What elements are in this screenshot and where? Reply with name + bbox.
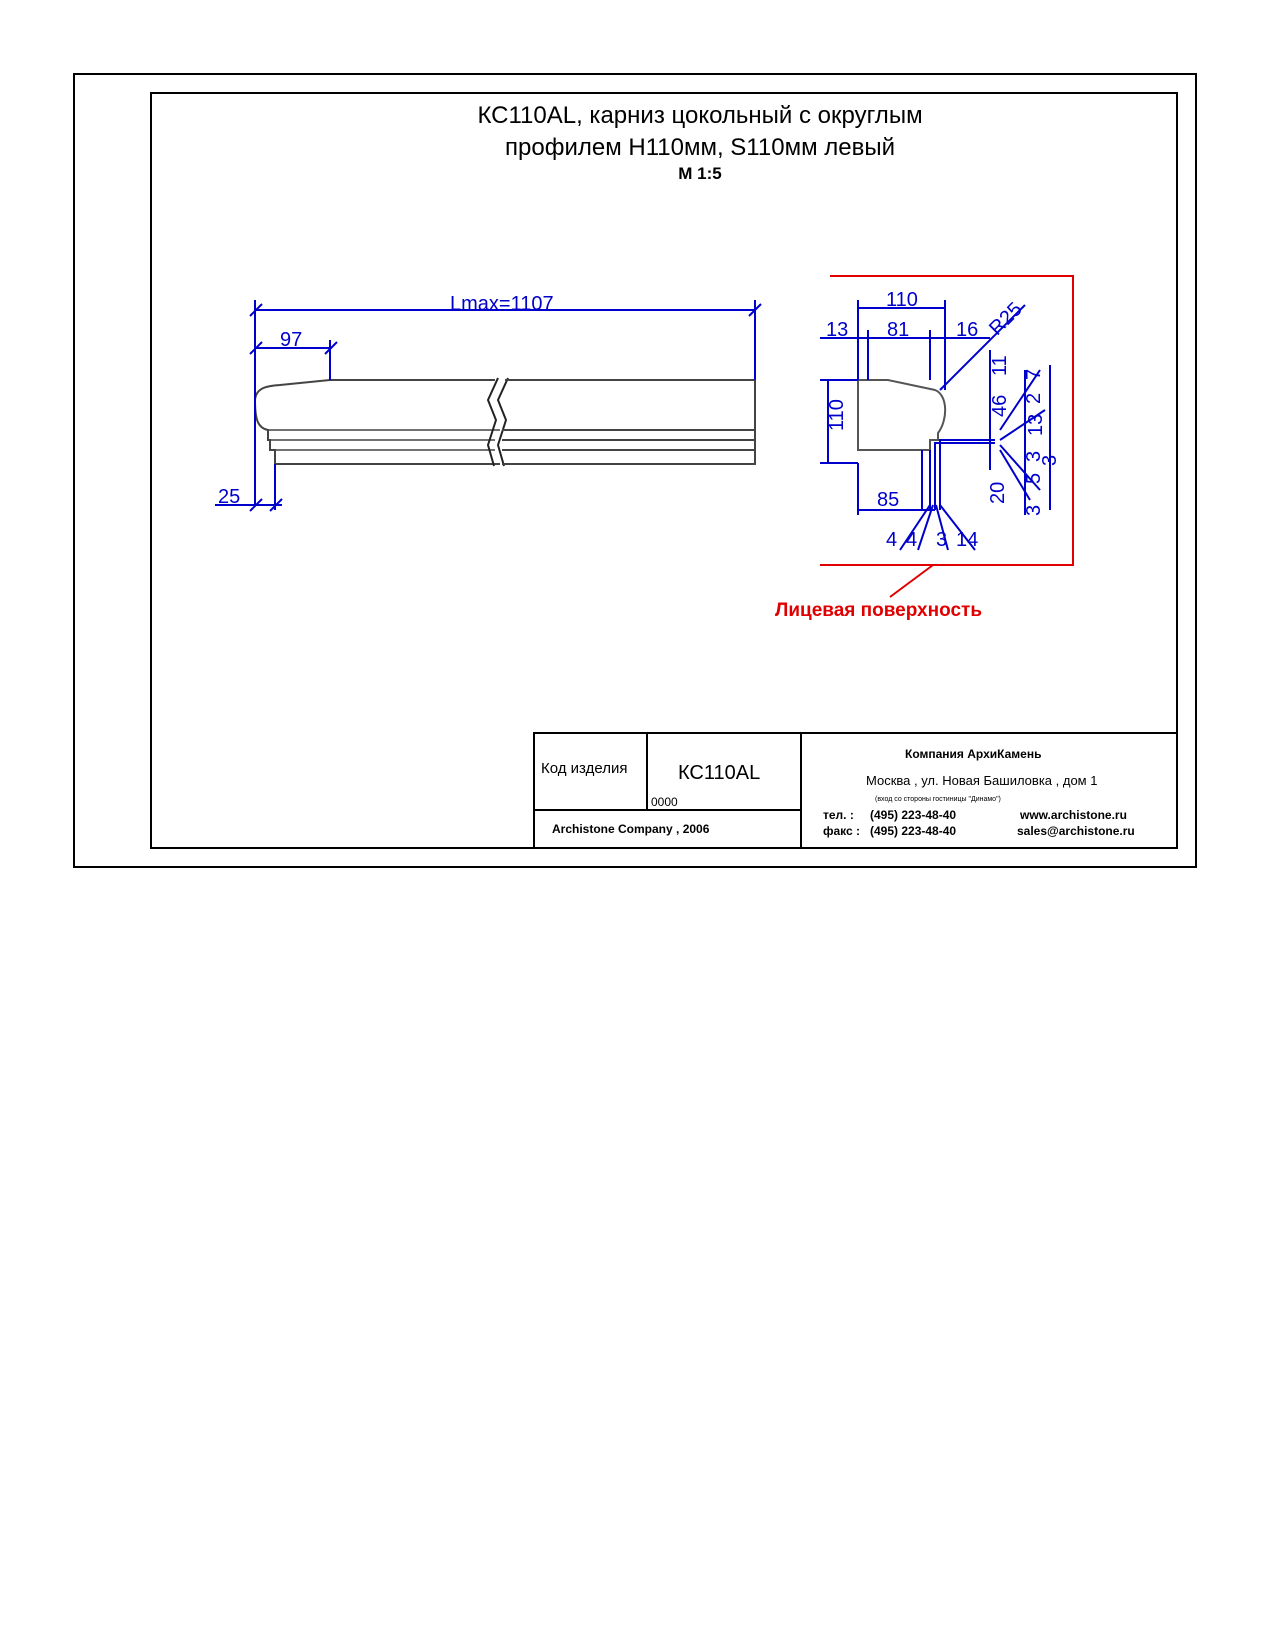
section-height-label: 110: [826, 399, 848, 431]
section-right-dim-4: 2: [1023, 392, 1045, 404]
section-view-dimensions: [820, 300, 1050, 550]
section-bottom-width-label: 85: [877, 489, 900, 511]
section-bottom-part-1: 4: [886, 529, 898, 551]
side-view: [255, 378, 755, 466]
section-right-dim-8: 3: [1039, 454, 1061, 466]
scale-label: М 1:5: [678, 164, 722, 183]
length-dimension-label: Lmax=1107: [450, 293, 554, 315]
company-address: Москва , ул. Новая Башиловка , дом 1: [866, 773, 1098, 788]
email-link[interactable]: sales@archistone.ru: [1017, 824, 1135, 838]
company-name: Компания АрхиКамень: [905, 747, 1042, 761]
fax-label: факс :: [823, 824, 861, 838]
section-right-dim-1: 11: [989, 355, 1011, 376]
section-top-part-1: 13: [826, 319, 849, 341]
section-right-dim-10: 3: [1023, 504, 1045, 516]
section-right-dim-2: 46: [989, 394, 1011, 417]
section-right-dim-6: 3: [1023, 450, 1045, 462]
section-bottom-part-4: 14: [956, 529, 979, 551]
section-bottom-part-3: 3: [936, 529, 948, 551]
step-dimension-label: 25: [218, 486, 241, 508]
copyright-text: Archistone Company , 2006: [552, 822, 710, 836]
section-radius-label: R25: [985, 298, 1027, 340]
phone-label: тел. :: [823, 808, 854, 822]
section-right-dim-5: 13: [1025, 413, 1047, 436]
section-top-part-3: 16: [956, 319, 979, 341]
phone-number: (495) 223-48-40: [870, 808, 957, 822]
address-note: (вход со стороны гостиницы "Динамо"): [875, 796, 1001, 803]
section-right-dim-9: 20: [987, 481, 1009, 504]
title-line-1: КС110AL, карниз цокольный с округлым: [477, 102, 923, 129]
document-number: 0000: [651, 795, 678, 809]
section-bottom-part-2: 4: [906, 529, 918, 551]
offset-dimension-label: 97: [280, 329, 303, 351]
section-right-dim-3: 7: [1023, 368, 1045, 380]
section-top-part-2: 81: [887, 319, 910, 341]
title-line-2: профилем Н110мм, S110мм левый: [505, 134, 895, 161]
website-link[interactable]: www.archistone.ru: [1020, 808, 1127, 822]
section-right-dim-7: 5: [1023, 472, 1045, 484]
product-code-label: Код изделия: [541, 760, 628, 777]
product-code-value: КС110AL: [678, 762, 761, 784]
face-surface-label: Лицевая поверхность: [775, 600, 983, 621]
fax-number: (495) 223-48-40: [870, 824, 957, 838]
section-top-width-label: 110: [886, 289, 918, 311]
